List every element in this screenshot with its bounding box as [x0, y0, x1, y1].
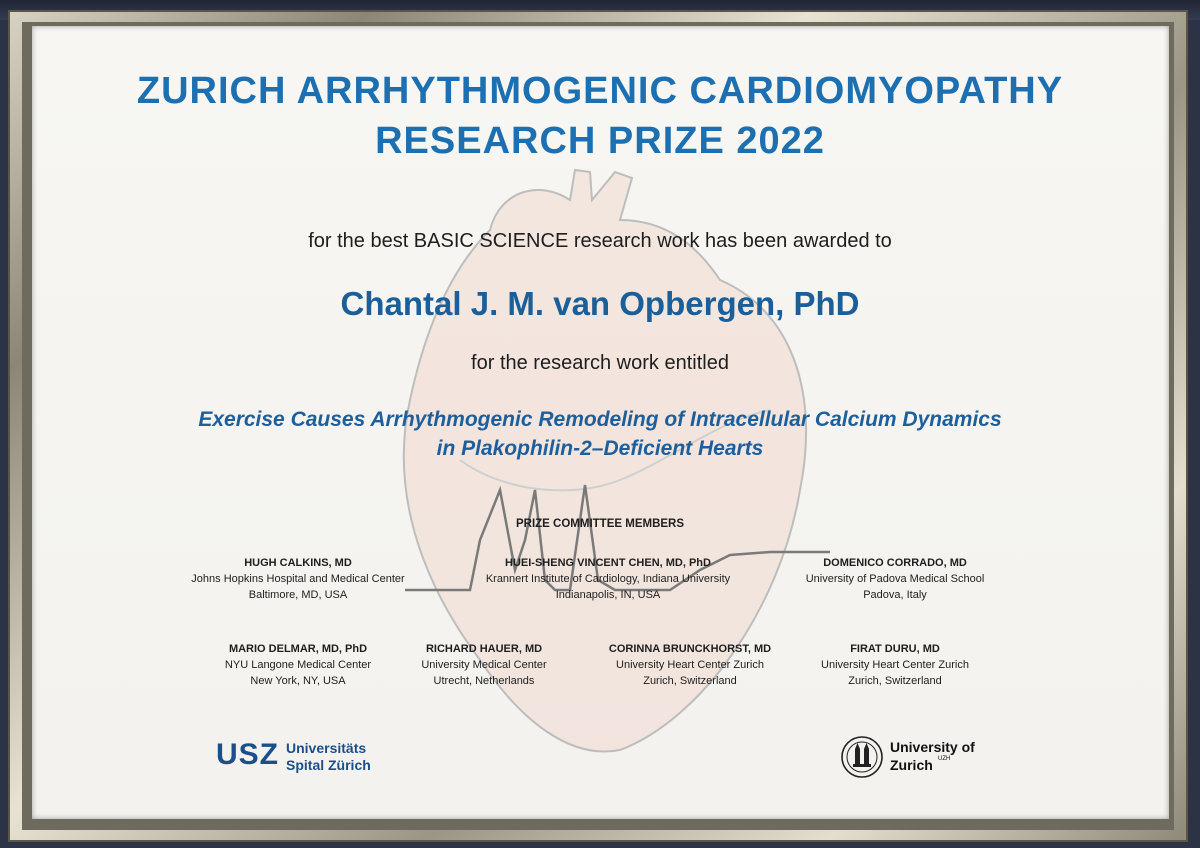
- usz-name-line1: Universitäts: [286, 740, 367, 756]
- member-location: Baltimore, MD, USA: [248, 589, 348, 601]
- uzh-name-line1: University of: [890, 739, 975, 755]
- member-name: RICHARD HAUER, MD: [425, 643, 543, 655]
- member-location: New York, NY, USA: [250, 675, 346, 687]
- committee-member: [168, 555, 428, 603]
- member-name: CORINNA BRUNCKHORST, MD: [608, 643, 772, 655]
- uzh-superscript: UZH: [938, 756, 951, 762]
- uzh-logo: [840, 735, 1000, 781]
- member-name: HUGH CALKINS, MD: [244, 557, 352, 569]
- member-affiliation: University Heart Center Zurich: [821, 659, 969, 671]
- committee-member: [765, 555, 1025, 603]
- member-location: Utrecht, Netherlands: [433, 675, 535, 687]
- award-description: for the best BASIC SCIENCE research work has been awarded to: [308, 230, 892, 252]
- committee-heading: PRIZE COMMITTEE MEMBERS: [515, 518, 685, 530]
- research-title-line1: Exercise Causes Arrhythmogenic Remodeling of Intracellular Calcium Dynamics: [198, 408, 1002, 431]
- member-affiliation: NYU Langone Medical Center: [224, 659, 372, 671]
- member-affiliation: Krannert Institute of Cardiology, Indiana University: [485, 573, 731, 585]
- member-affiliation: University Heart Center Zurich: [616, 659, 764, 671]
- member-location: Zurich, Switzerland: [643, 675, 737, 687]
- member-name: MARIO DELMAR, MD, PhD: [228, 643, 368, 655]
- member-name: FIRAT DURU, MD: [850, 643, 940, 655]
- prize-title-line1: ZURICH ARRHYTHMOGENIC CARDIOMYOPATHY: [136, 70, 1064, 112]
- member-name: DOMENICO CORRADO, MD: [823, 557, 967, 569]
- usz-mark: USZ: [216, 738, 279, 771]
- committee-member: [463, 555, 753, 603]
- member-name: HUEI-SHENG VINCENT CHEN, MD, PhD: [505, 557, 711, 569]
- committee-member: [765, 641, 1025, 689]
- member-affiliation: University of Padova Medical School: [805, 573, 985, 585]
- recipient-name: Chantal J. M. van Opbergen, PhD: [340, 285, 860, 322]
- usz-name-line2: Spital Zürich: [286, 757, 371, 773]
- research-title-line2: in Plakophilin-2–Deficient Hearts: [436, 437, 764, 460]
- member-location: Padova, Italy: [863, 589, 927, 601]
- uzh-name-line2: Zurich: [890, 757, 933, 773]
- member-affiliation: Johns Hopkins Hospital and Medical Center: [191, 573, 405, 585]
- member-location: Indianapolis, IN, USA: [555, 589, 661, 601]
- prize-title-line2: RESEARCH PRIZE 2022: [375, 120, 825, 162]
- member-affiliation: University Medical Center: [421, 659, 547, 671]
- member-location: Zurich, Switzerland: [848, 675, 942, 687]
- research-intro: for the research work entitled: [471, 352, 729, 374]
- usz-logo: [216, 738, 396, 778]
- uzh-seal-icon: [840, 735, 884, 779]
